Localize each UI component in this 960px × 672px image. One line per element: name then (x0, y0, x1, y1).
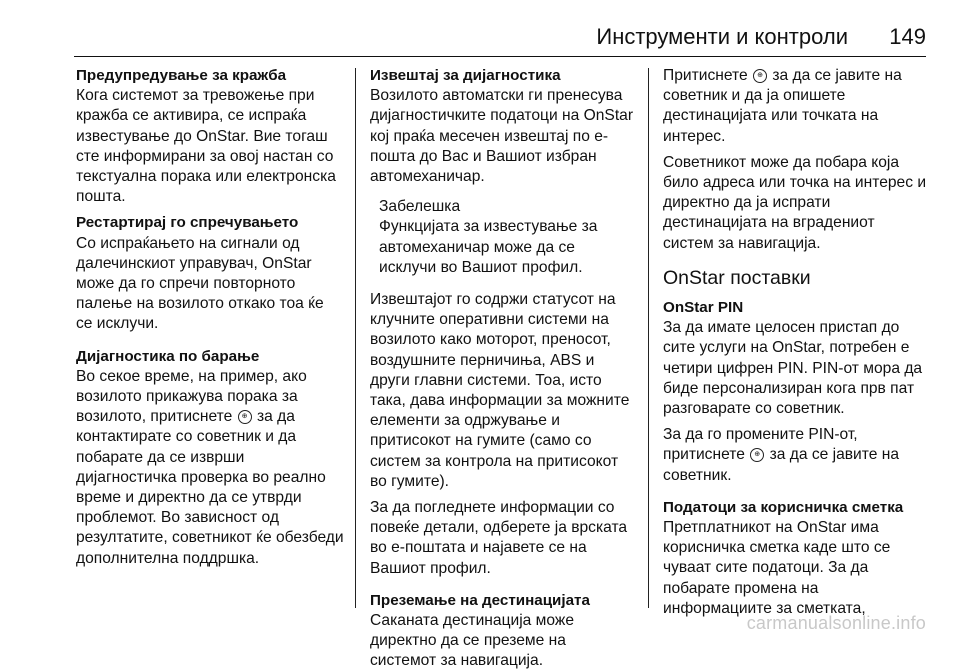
text-span: за да контактирате со советник и да побарате да се изврши дијагностичка проверка во реално време и директно да се утврди проблемот. Во зависност од резултатите, советникот ќе обезбеди дополнителна поддршка. (76, 408, 344, 567)
paragraph (76, 367, 344, 569)
note-text: Функцијата за известување за автомеханичар може да се исклучи во Вашиот профил. (379, 218, 598, 276)
onstar-button-icon: ⊕ (753, 69, 767, 83)
paragraph (663, 66, 927, 147)
text-span: за да се јавите на советник и да ја опишете дестинацијата или точката на интерес. (663, 67, 902, 145)
text-span: Притиснете (663, 67, 748, 84)
paragraph: Кога системот за тревожење при кражба се активира, се испраќа известување до OnStar. Вие тогаш сте информирани за овој настан со текстуална порака или електронска пошта. (76, 87, 336, 206)
note-block (370, 197, 634, 278)
heading-account-data: Податоци за корисничка сметка (663, 498, 904, 516)
paragraph: Саканата дестинација може директно да се преземе на системот за навигација. (370, 612, 574, 670)
page-number: 149 (889, 24, 926, 49)
column-1 (76, 66, 344, 569)
heading-diagnostics-on-demand: Дијагностика по барање (76, 347, 260, 365)
paragraph: Со испраќањето на сигнали од далечинскиот управувач, OnStar може да го спречи повторното палење на возилото откако тоа ќе се исклучи. (76, 234, 324, 333)
column-3 (663, 66, 927, 619)
heading-destination-download: Преземање на дестинацијата (370, 591, 590, 609)
paragraph: Советникот може да побара која било адреса или точка на интерес и директно да ја испрати дестинацијата на вградениот систем за навигација. (663, 153, 927, 252)
column-2 (370, 66, 634, 672)
paragraph: Претплатникот на OnStar има корисничка сметка каде што се чуваат сите податоци. За да побарате промена на информациите за сметката, (663, 519, 891, 617)
onstar-button-icon: ⊕ (238, 410, 252, 424)
heading-onstar-pin: OnStar PIN (663, 299, 744, 317)
heading-diagnostic-report: Извештај за дијагностика (370, 67, 561, 84)
note-title: Забелешка (379, 198, 461, 216)
paragraph: Извештајот го содржи статусот на клучните оперативни системи на возилото како моторот, преносот, воздушните перничиња, ABS и други главни системи. Тоа, исто така, дава информации за можните елементи за одржување и притисокот на гумите (само со систем за контрола на притисокот во гумите). (370, 291, 630, 490)
heading-theft-alert: Предупредување за кражба (76, 67, 287, 84)
text-span: за да се јавите на советник. (663, 446, 900, 484)
paragraph (663, 425, 927, 486)
heading-restart-prevention: Рестартирај го спречувањето (76, 214, 299, 232)
onstar-button-icon: ⊕ (750, 448, 764, 462)
header-rule (74, 56, 926, 57)
page-header (0, 22, 960, 58)
column-divider (648, 68, 649, 608)
text-span: За да го промените PIN-от, притиснете (663, 426, 858, 464)
paragraph: За да имате целосен пристап до сите услуги на OnStar, потребен е четири цифрен PIN. PIN-от мора да биде персонализиран кога прв пат разговарате со советник. (663, 319, 923, 418)
paragraph: За да погледнете информации со повеќе детали, одберете ја врската во е-поштата и најавете се на Вашиот профил. (370, 499, 628, 577)
column-divider (355, 68, 356, 608)
watermark: carmanualsonline.info (746, 613, 926, 633)
paragraph: Возилото автоматски ги пренесува дијагностичките податоци на OnStar кој праќа месечен извештај по е-пошта до Вас и Вашиот избран автомеханичар. (370, 87, 634, 186)
page-title: Инструменти и контроли (596, 24, 848, 49)
section-title-onstar-settings: OnStar поставки (663, 266, 811, 289)
text-span: Во секое време, на пример, ако возилото прикажува порака за возилото, притиснете (76, 367, 307, 426)
